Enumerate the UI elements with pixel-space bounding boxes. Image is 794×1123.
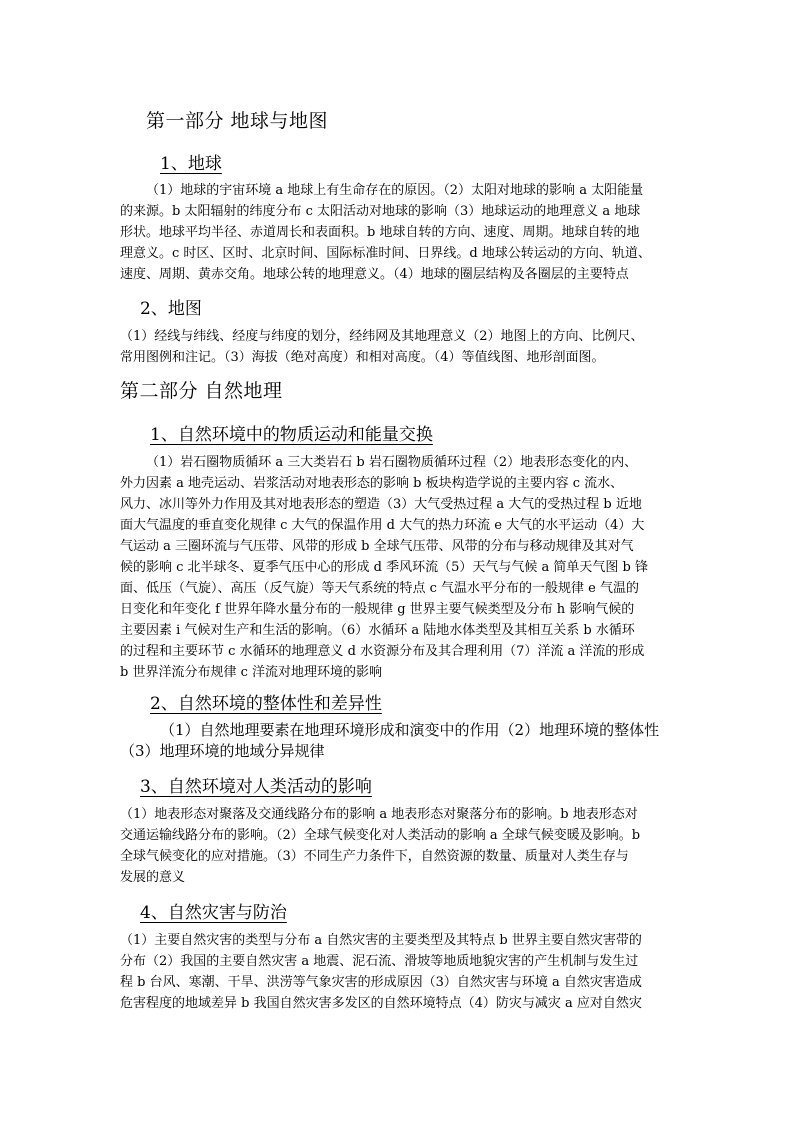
- text-line: （1）地球的宇宙环境 a 地球上有生命存在的原因。（2）太阳对地球的影响 a 太阳能量: [146, 183, 644, 198]
- text-line: 的过程和主要环节 c 水循环的地理意义 d 水资源分布及其合理利用（7）洋流 a 洋流的形成: [120, 644, 645, 659]
- text-line: （1）岩石圈物质循环 a 三大类岩石 b 岩石圈物质循环过程（2）地表形态变化的内、: [146, 455, 638, 470]
- text-line: 危害程度的地域差异 b 我国自然灾害多发区的自然环境特点（4）防灾与减灾 a 应对自然灾: [120, 996, 642, 1011]
- part2-sec3-body: [120, 804, 680, 888]
- part1-sec2-body: [120, 326, 680, 368]
- part1-title: 第一部分 地球与地图: [146, 110, 329, 132]
- text-line: （1）地表形态对聚落及交通线路分布的影响 a 地表形态对聚落分布的影响。b 地表形态对: [120, 807, 638, 822]
- text-line: 主要因素 i 气候对生产和生活的影响。（6）水循环 a 陆地水体类型及其相互关系 b 水循环: [120, 623, 635, 638]
- text-line: 发展的意义: [120, 870, 186, 885]
- part1-sec2-title: 2、地图: [140, 299, 202, 319]
- text-line: 全球气候变化的应对措施。（3）不同生产力条件下，自然资源的数量、质量对人类生存与: [120, 849, 629, 864]
- text-line: （1）经线与纬线、经度与纬度的划分，经纬网及其地理意义（2）地图上的方向、比例尺、: [120, 329, 644, 344]
- part2-sec2-title: 2、自然环境的整体性和差异性: [150, 694, 382, 714]
- part2-sec3-title: 3、自然环境对人类活动的影响: [140, 777, 372, 797]
- text-line: 形状。地球平均半径、赤道周长和表面积。b 地球自转的方向、速度、周期。地球自转的地: [120, 225, 640, 240]
- part1-sec1-title: 1、地球: [160, 154, 222, 174]
- text-line: 候的影响 c 北半球冬、夏季气压中心的形成 d 季风环流（5）天气与气候 a 简单天气图 b 锋: [120, 560, 649, 575]
- part2-title: 第二部分 自然地理: [120, 380, 283, 402]
- text-line: 的来源。b 太阳辐射的纬度分布 c 太阳活动对地球的影响（3）地球运动的地理意义 a 地球: [120, 204, 641, 219]
- text-line: 交通运输线路分布的影响。（2）全球气候变化对人类活动的影响 a 全球气候变暖及影响。b: [120, 828, 641, 843]
- part2-sec4-title: 4、自然灾害与防治: [140, 903, 287, 923]
- part2-sec1-title: 1、自然环境中的物质运动和能量交换: [150, 425, 433, 445]
- part2-sec1-body: [120, 452, 680, 683]
- part2-sec2-body: [120, 720, 680, 762]
- text-line: （1）自然地理要素在地理环境形成和演变中的作用（2）地理环境的整体性: [160, 721, 660, 739]
- text-line: （3）地理环境的地域分异规律: [120, 742, 325, 760]
- part2-sec4-body: [120, 930, 680, 1014]
- text-line: 面大气温度的垂直变化规律 c 大气的保温作用 d 大气的热力环流 e 大气的水平运动（4）大: [120, 518, 645, 533]
- text-line: 理意义。c 时区、区时、北京时间、国际标准时间、日界线。d 地球公转运动的方向、轨道、: [120, 246, 651, 261]
- text-line: 日变化和年变化 f 世界年降水量分布的一般规律 g 世界主要气候类型及分布 h 影响气候的: [120, 602, 635, 617]
- part1-sec1-body: [120, 180, 680, 285]
- text-line: 程 b 台风、寒潮、干旱、洪涝等气象灾害的形成原因（3）自然灾害与环境 a 自然灾害造成: [120, 975, 642, 990]
- text-line: 气运动 a 三圈环流与气压带、风带的形成 b 全球气压带、风带的分布与移动规律及其对气: [120, 539, 634, 554]
- text-line: 分布（2）我国的主要自然灾害 a 地震、泥石流、滑坡等地质地貌灾害的产生机制与发生过: [120, 954, 639, 969]
- text-line: 速度、周期、黄赤交角。地球公转的地理意义。（4）地球的圈层结构及各圈层的主要特点: [120, 267, 629, 282]
- text-line: 常用图例和注记。（3）海拔（绝对高度）和相对高度。（4）等值线图、地形剖面图。: [120, 350, 605, 365]
- text-line: （1）主要自然灾害的类型与分布 a 自然灾害的主要类型及其特点 b 世界主要自然灾害带的: [120, 933, 642, 948]
- text-line: 风力、冰川等外力作用及其对地表形态的塑造（3）大气受热过程 a 大气的受热过程 b 近地: [120, 497, 642, 512]
- text-line: 外力因素 a 地壳运动、岩浆活动对地表形态的影响 b 板块构造学说的主要内容 c 流水、: [120, 476, 624, 491]
- text-line: 面、低压（气旋）、高压（反气旋）等天气系统的特点 c 气温水平分布的一般规律 e 气温的: [120, 581, 640, 596]
- text-line: b 世界洋流分布规律 c 洋流对地理环境的影响: [120, 665, 382, 680]
